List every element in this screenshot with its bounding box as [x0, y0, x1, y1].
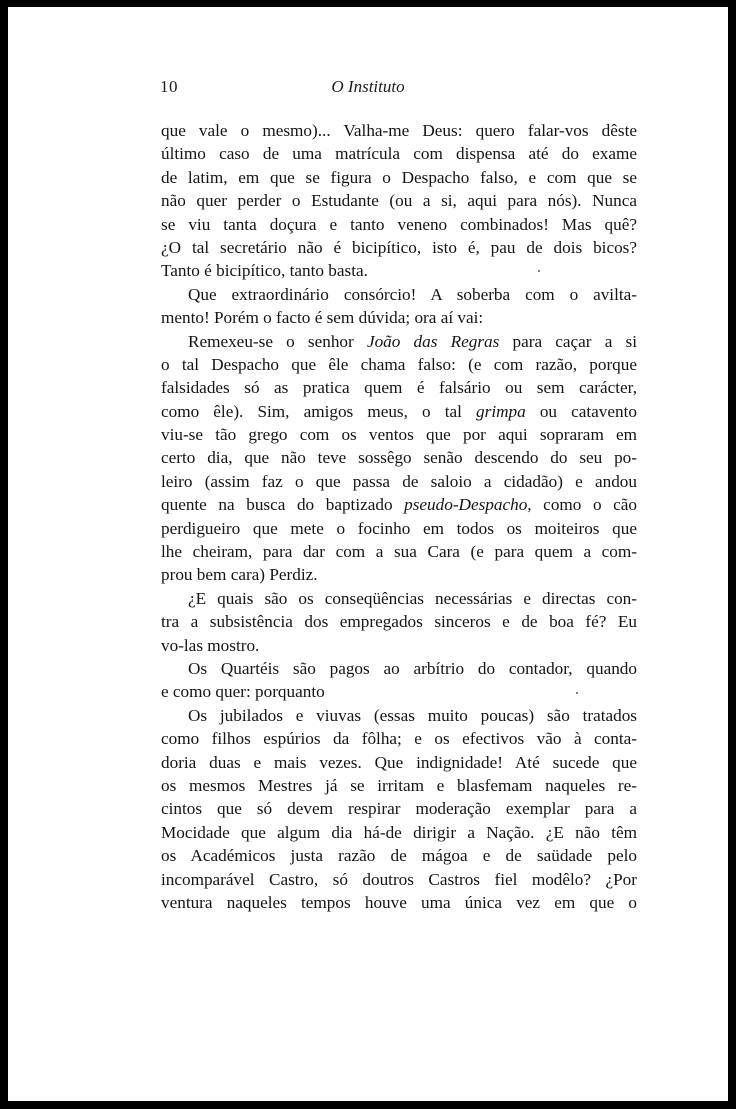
text-line: de latim, em que se figura o Despacho falso, e com que se — [161, 167, 637, 187]
journal-title: O Instituto — [331, 77, 405, 96]
italic-name-joao-das-regras: João das Regras — [366, 331, 500, 351]
text-line: certo dia, que não teve sossêgo senão descendo do seu po- — [161, 448, 637, 468]
text-run: para caçar a si — [499, 331, 638, 351]
text-line: ventura naqueles tempos houve uma única vez em que o — [161, 892, 637, 912]
text-line: ¿O tal secretário não é bicipítico, isto é, pau de dois bicos? — [161, 237, 637, 257]
text-line: o tal Despacho que êle chama falso: (e com razão, porque — [161, 354, 637, 374]
text-run: Remexeu-se o senhor — [188, 331, 367, 351]
text-line: mento! Porém o facto é sem dúvida; ora aí vai: — [161, 308, 484, 328]
text-line: Os Quartéis são pagos ao arbítrio do contador, quando — [188, 658, 637, 678]
scanned-page — [8, 7, 728, 1101]
text-line: incomparável Castro, só doutros Castros fiel modêlo? ¿Por — [161, 869, 637, 889]
text-line: falsidades só as pratica quem é falsário ou sem carácter, — [161, 378, 637, 398]
text-line: lhe cheiram, para dar com a sua Cara (e para quem a com- — [161, 542, 637, 562]
text-line: Mocidade que algum dia há-de dirigir a Nação. ¿E não têm — [161, 822, 637, 842]
text-line: vo-las mostro. — [161, 635, 260, 655]
running-head — [8, 77, 728, 101]
text-run: ou catavento — [525, 401, 637, 421]
text-line: viu-se tão grego com os ventos que por aqui sopraram em — [161, 425, 637, 445]
text-line: e como quer: porquanto — [161, 682, 325, 702]
text-line: Que extraordinário consórcio! A soberba com o avilta- — [188, 284, 637, 304]
text-line: doria duas e mais vezes. Que indignidade! Até sucede que — [161, 752, 637, 772]
text-line: não quer perder o Estudante (ou a si, aqui para nós). Nunca — [161, 191, 637, 211]
body-text — [161, 119, 637, 914]
italic-word-grimpa: grimpa — [476, 401, 526, 421]
scan-speck — [538, 270, 540, 272]
text-line: último caso de uma matrícula com dispensa até do exame — [161, 144, 637, 164]
text-line: Tanto é bicipítico, tanto basta. — [161, 261, 368, 281]
text-run: quente na busca do baptizado — [161, 495, 405, 515]
italic-word-pseudo-despacho: pseudo-Despacho, — [404, 495, 532, 515]
text-line-mixed — [161, 493, 637, 516]
text-line: leiro (assim faz o que passa de saloio a cidadão) e andou — [161, 471, 637, 491]
text-line: os Académicos justa razão de mágoa e de saüdade pelo — [161, 846, 637, 866]
text-line: como filhos espúrios da fôlha; e os efectivos vão à conta- — [161, 729, 637, 749]
text-line: cintos que só devem respirar moderação exemplar para a — [161, 799, 637, 819]
text-run: como êle). Sim, amigos meus, o tal — [161, 401, 477, 421]
text-run: como o cão — [531, 495, 637, 515]
text-line: prou bem cara) Perdiz. — [161, 565, 318, 585]
text-line: se viu tanta doçura e tanto veneno combinados! Mas quê? — [161, 214, 637, 234]
text-line: perdigueiro que mete o focinho em todos os moiteiros que — [161, 518, 637, 538]
page-number: 10 — [160, 77, 178, 96]
text-line-mixed — [161, 330, 637, 353]
text-line: que vale o mesmo)... Valha-me Deus: quero falar-vos dêste — [161, 121, 637, 140]
text-line: ¿E quais são os conseqüências necessárias e directas con- — [188, 588, 637, 608]
scan-speck — [576, 692, 578, 694]
text-line: os mesmos Mestres já se irritam e blasfemam naqueles re- — [161, 775, 637, 795]
text-line-mixed — [161, 400, 637, 423]
text-line: Os jubilados e viuvas (essas muito poucas) são tratados — [188, 705, 637, 725]
text-line: tra a subsistência dos empregados sinceros e de boa fé? Eu — [161, 612, 637, 632]
